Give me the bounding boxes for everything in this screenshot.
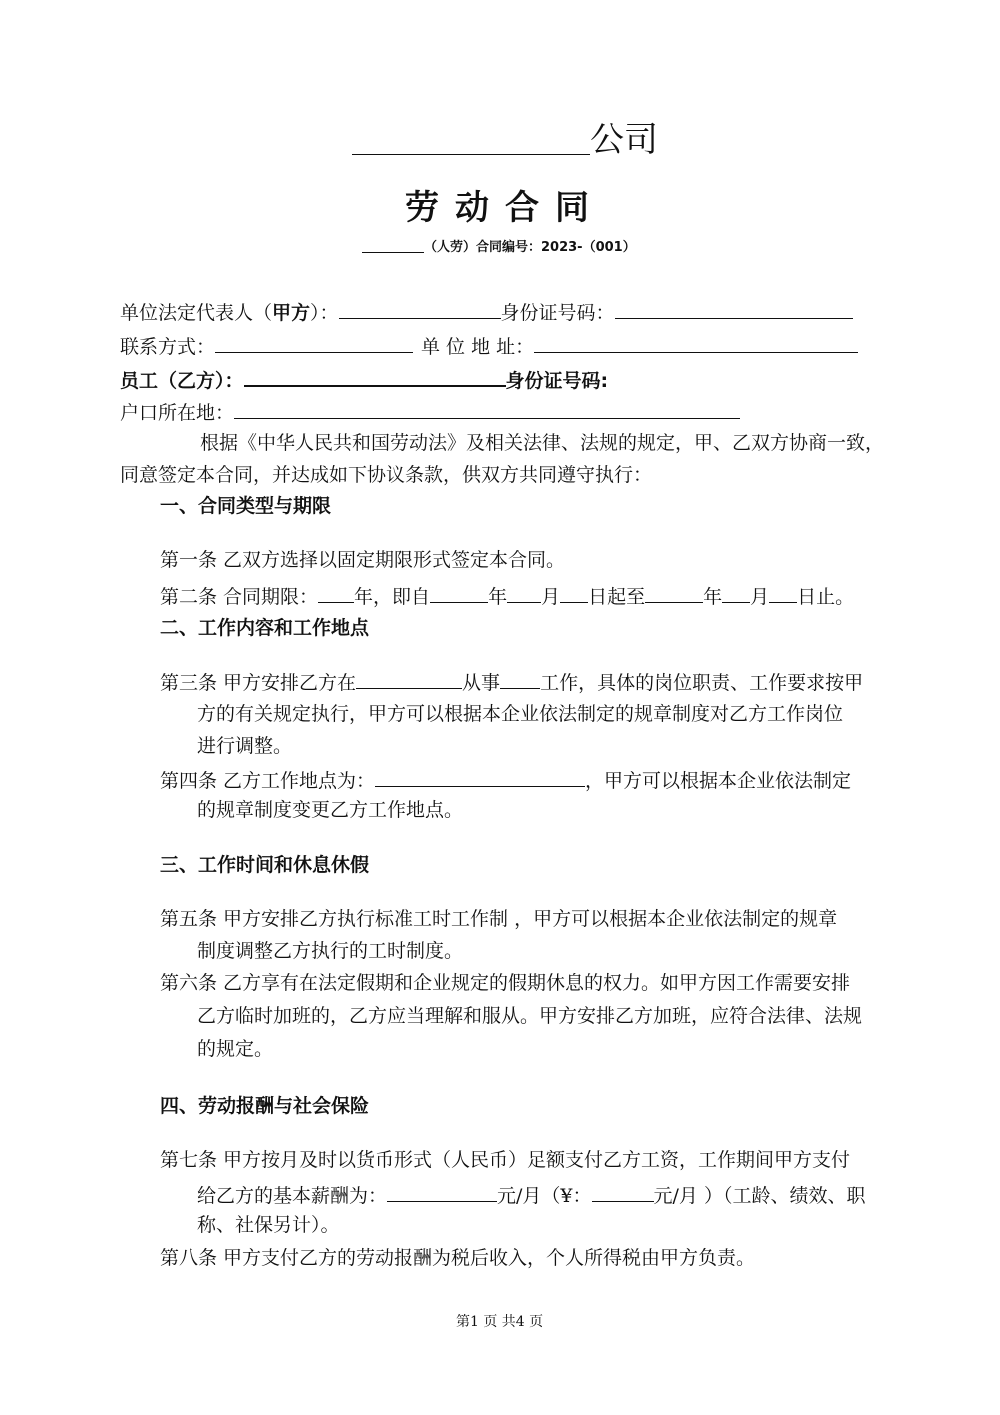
article-4 — [160, 766, 851, 794]
article-7-line-3: 称、社保另计）。 — [197, 1214, 340, 1236]
section-heading-1: 一、合同类型与期限 — [160, 495, 332, 517]
employee-id-label: 身份证号码: — [505, 369, 609, 392]
article-7-line-1: 第七条 甲方按月及时以货币形式（人民币）足额支付乙方工资，工作期间甲方支付 — [160, 1149, 851, 1171]
intro-line-1: 根据《中华人民共和国劳动法》及相关法律、法规的规定，甲、乙双方协商一致， — [200, 432, 885, 454]
hukou-blank — [234, 398, 478, 419]
article-4-line-2: 的规章制度变更乙方工作地点。 — [197, 799, 464, 821]
contract-number-text: （人劳）合同编号：2023-（001） — [424, 240, 636, 255]
a2-text-4: 日起至 — [588, 585, 646, 608]
section-heading-4: 四、劳动报酬与社会保险 — [160, 1095, 370, 1117]
article-3-line-2: 方的有关规定执行，甲方可以根据本企业依法制定的规章制度对乙方工作岗位 — [197, 703, 844, 725]
rep-line — [120, 298, 853, 326]
a2-end-month-blank — [722, 582, 750, 603]
a4-location-blank — [375, 766, 585, 787]
article-1: 第一条 乙双方选择以固定期限形式签定本合同。 — [160, 549, 566, 571]
a2-text-5: 年 — [703, 585, 723, 608]
a2-start-month-blank — [507, 582, 541, 603]
a7-salary-blank — [387, 1181, 497, 1202]
a2-end-year-blank — [645, 582, 703, 603]
address-blank-2 — [796, 332, 858, 353]
section-heading-3: 三、工作时间和休息休假 — [160, 854, 370, 876]
intro-line-2: 同意签定本合同，并达成如下协议条款，供双方共同遵守执行： — [120, 464, 653, 486]
a4-text-1: ，甲方可以根据本企业依法制定 — [585, 769, 852, 792]
company-suffix: 公司 — [590, 120, 658, 160]
a7-text-2: 元/月 ）（工龄、绩效、职 — [653, 1184, 866, 1207]
a2-text-6: 月 — [750, 585, 770, 608]
a3-text-1: 从事 — [462, 671, 501, 694]
article-6-line-3: 的规定。 — [197, 1038, 274, 1060]
rep-party: 甲方 — [272, 301, 311, 324]
a2-text-7: 日止。 — [797, 585, 855, 608]
contract-prefix-blank — [362, 239, 424, 253]
contact-line — [120, 332, 858, 360]
employee-line — [120, 365, 608, 394]
rep-id-label: 身份证号码： — [500, 301, 615, 324]
a7-text-0: 给乙方的基本薪酬为： — [197, 1184, 388, 1207]
address-label: 单 位 地 址： — [421, 335, 535, 358]
rep-id-blank — [615, 298, 853, 319]
a3-text-2: 工作，具体的岗位职责、工作要求按甲 — [540, 671, 864, 694]
company-name-line — [352, 112, 658, 161]
hukou-line — [120, 398, 740, 426]
article-6-line-2: 乙方临时加班的，乙方应当理解和服从。甲方安排乙方加班，应符合法律、法规 — [197, 1005, 863, 1027]
employee-name-blank — [244, 365, 506, 387]
section-heading-2: 二、工作内容和工作地点 — [160, 617, 370, 639]
a2-text-1: 年，即自 — [354, 585, 431, 608]
article-8: 第八条 甲方支付乙方的劳动报酬为税后收入，个人所得税由甲方负责。 — [160, 1247, 756, 1269]
article-3 — [160, 668, 863, 696]
a3-dept-blank — [356, 668, 462, 689]
a3-text-0: 第三条 甲方安排乙方在 — [160, 671, 357, 694]
a2-end-day-blank — [769, 582, 797, 603]
page-number: 第1 页 共4 页 — [456, 1314, 544, 1330]
a2-start-day-blank — [560, 582, 588, 603]
article-5-line-1: 第五条 甲方安排乙方执行标准工时工作制 ，甲方可以根据本企业依法制定的规章 — [160, 908, 838, 930]
a3-job-blank — [500, 668, 540, 689]
company-name-blank — [352, 120, 590, 155]
a7-salary-figure-blank — [592, 1181, 654, 1202]
a2-text-2: 年 — [488, 585, 508, 608]
address-blank — [534, 332, 796, 353]
rep-name-blank — [339, 298, 501, 319]
a2-text-3: 月 — [541, 585, 561, 608]
rep-label: 单位法定代表人（ — [120, 301, 273, 324]
a2-start-year-blank — [430, 582, 488, 603]
contract-number — [362, 236, 636, 255]
employee-label: 员工（乙方）： — [120, 369, 244, 392]
article-5-line-2: 制度调整乙方执行的工时制度。 — [197, 940, 464, 962]
article-7-line-2 — [197, 1181, 865, 1209]
contact-label: 联系方式： — [120, 335, 216, 358]
a2-years-blank — [318, 582, 354, 603]
rep-suffix: ）： — [310, 301, 339, 324]
contact-blank — [215, 332, 413, 353]
hukou-label: 户口所在地： — [120, 401, 235, 424]
document-title: 劳动合同 — [405, 188, 605, 228]
article-6-line-1: 第六条 乙方享有在法定假期和企业规定的假期休息的权力。如甲方因工作需要安排 — [160, 972, 851, 994]
a4-text-0: 第四条 乙方工作地点为： — [160, 769, 376, 792]
a7-text-1: 元/月（¥： — [497, 1184, 592, 1207]
a2-text-0: 第二条 合同期限： — [160, 585, 319, 608]
article-2 — [160, 582, 854, 610]
hukou-blank-2 — [478, 398, 740, 419]
article-3-line-3: 进行调整。 — [197, 735, 293, 757]
